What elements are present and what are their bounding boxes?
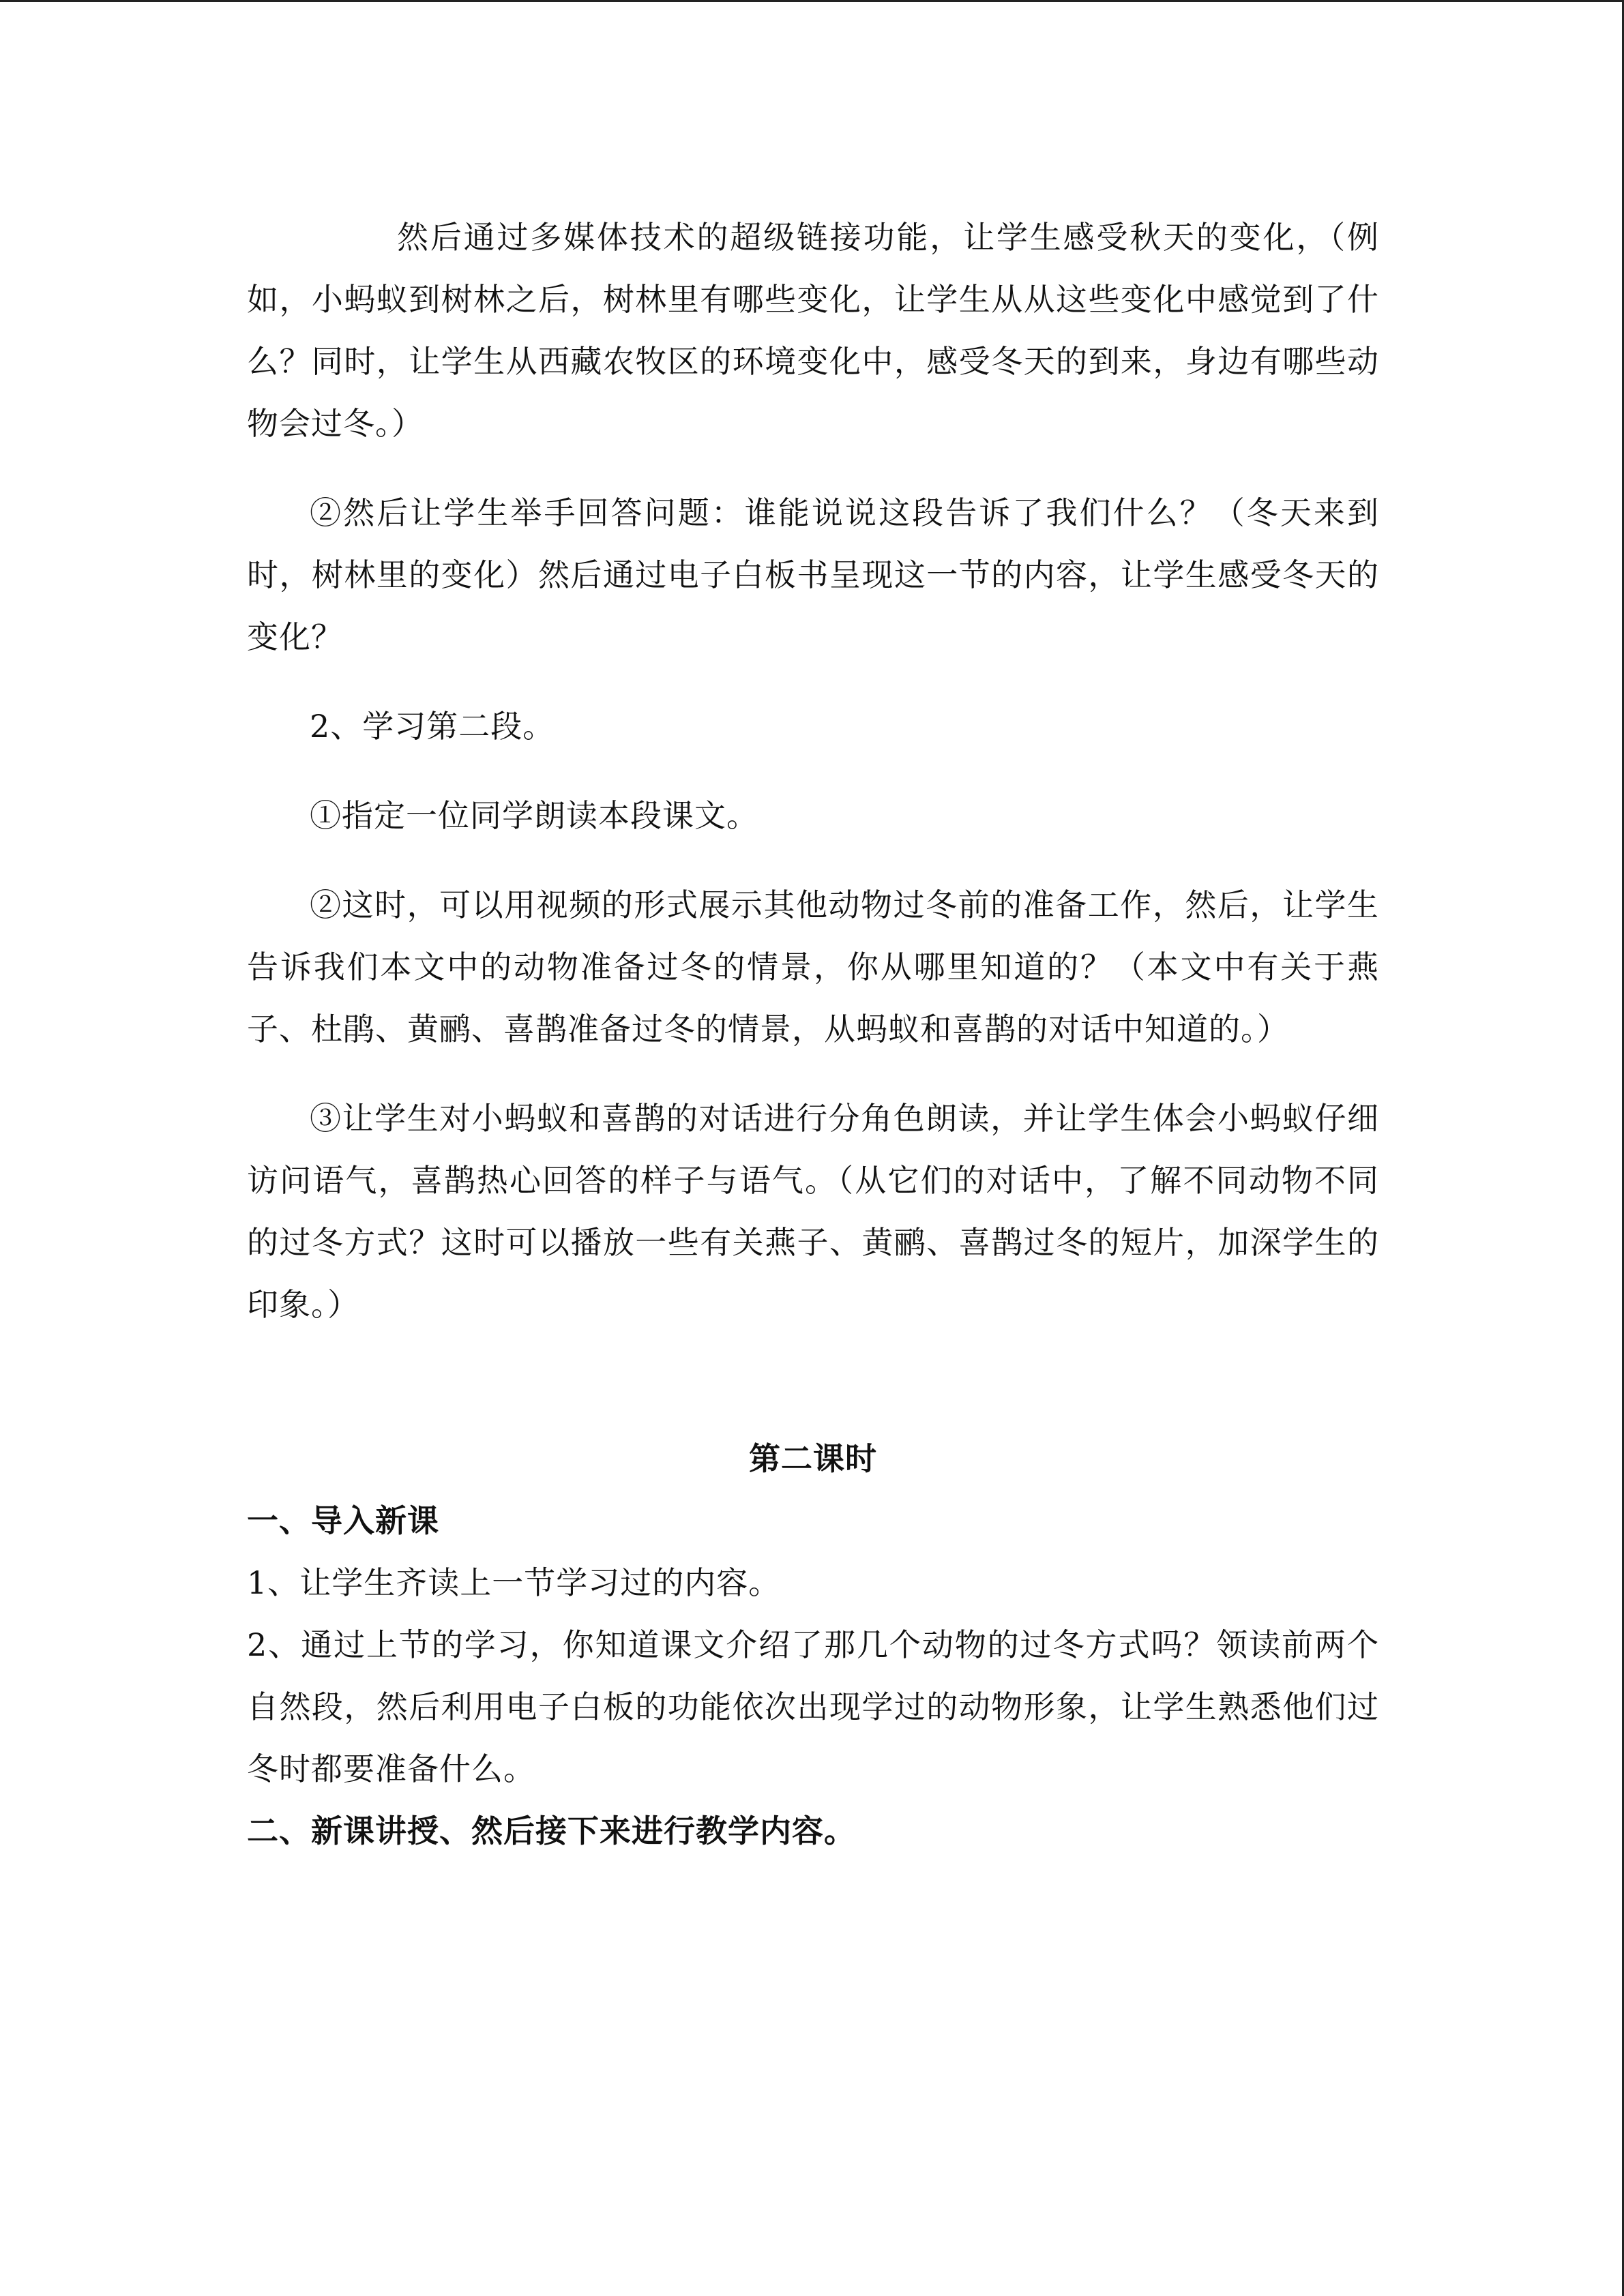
paragraph-video: ②这时，可以用视频的形式展示其他动物过冬前的准备工作，然后，让学生告诉我们本文中的动物准备过冬的情景，你从哪里知道的？（本文中有关于燕子、杜鹃、黄鹂、喜鹊准备过冬的情景，从蚂蚁和喜鹊的对话中知道的。）: [247, 886, 1379, 1047]
document-body: [247, 207, 1379, 1862]
paragraph-study-second-section: 2、学习第二段。: [310, 708, 555, 745]
heading-new-lesson-teaching: 二、新课讲授、然后接下来进行教学内容。: [247, 1813, 856, 1849]
paragraph-role-reading: ③让学生对小蚂蚁和喜鹊的对话进行分角色朗读，并让学生体会小蚂蚁仔细访问语气，喜鹊热心回答的样子与语气。（从它们的对话中，了解不同动物不同的过冬方式？这时可以播放一些有关燕子、黄鹂、喜鹊过冬的短片，加深学生的印象。）: [247, 1100, 1379, 1323]
section-title: 第二课时: [749, 1440, 877, 1477]
heading-introduce-new-lesson: 一、导入新课: [247, 1502, 439, 1539]
list-item-2: 2、通过上节的学习，你知道课文介绍了那几个动物的过冬方式吗？领读前两个自然段，然后利用电子白板的功能依次出现学过的动物形象，让学生熟悉他们过冬时都要准备什么。: [247, 1626, 1379, 1787]
paragraph-multimedia: 然后通过多媒体技术的超级链接功能，让学生感受秋天的变化，（例如，小蚂蚁到树林之后，树林里有哪些变化，让学生从从这些变化中感觉到了什么？同时，让学生从西藏农牧区的环境变化中，感受冬天的到来，身边有哪些动物会过冬。）: [247, 219, 1379, 442]
paragraph-question: ②然后让学生举手回答问题：谁能说说这段告诉了我们什么？（冬天来到时，树林里的变化）然后通过电子白板书呈现这一节的内容，让学生感受冬天的变化？: [247, 494, 1379, 655]
list-item-1: 1、让学生齐读上一节学习过的内容。: [247, 1564, 781, 1601]
paragraph-read-aloud: ①指定一位同学朗读本段课文。: [310, 797, 758, 834]
